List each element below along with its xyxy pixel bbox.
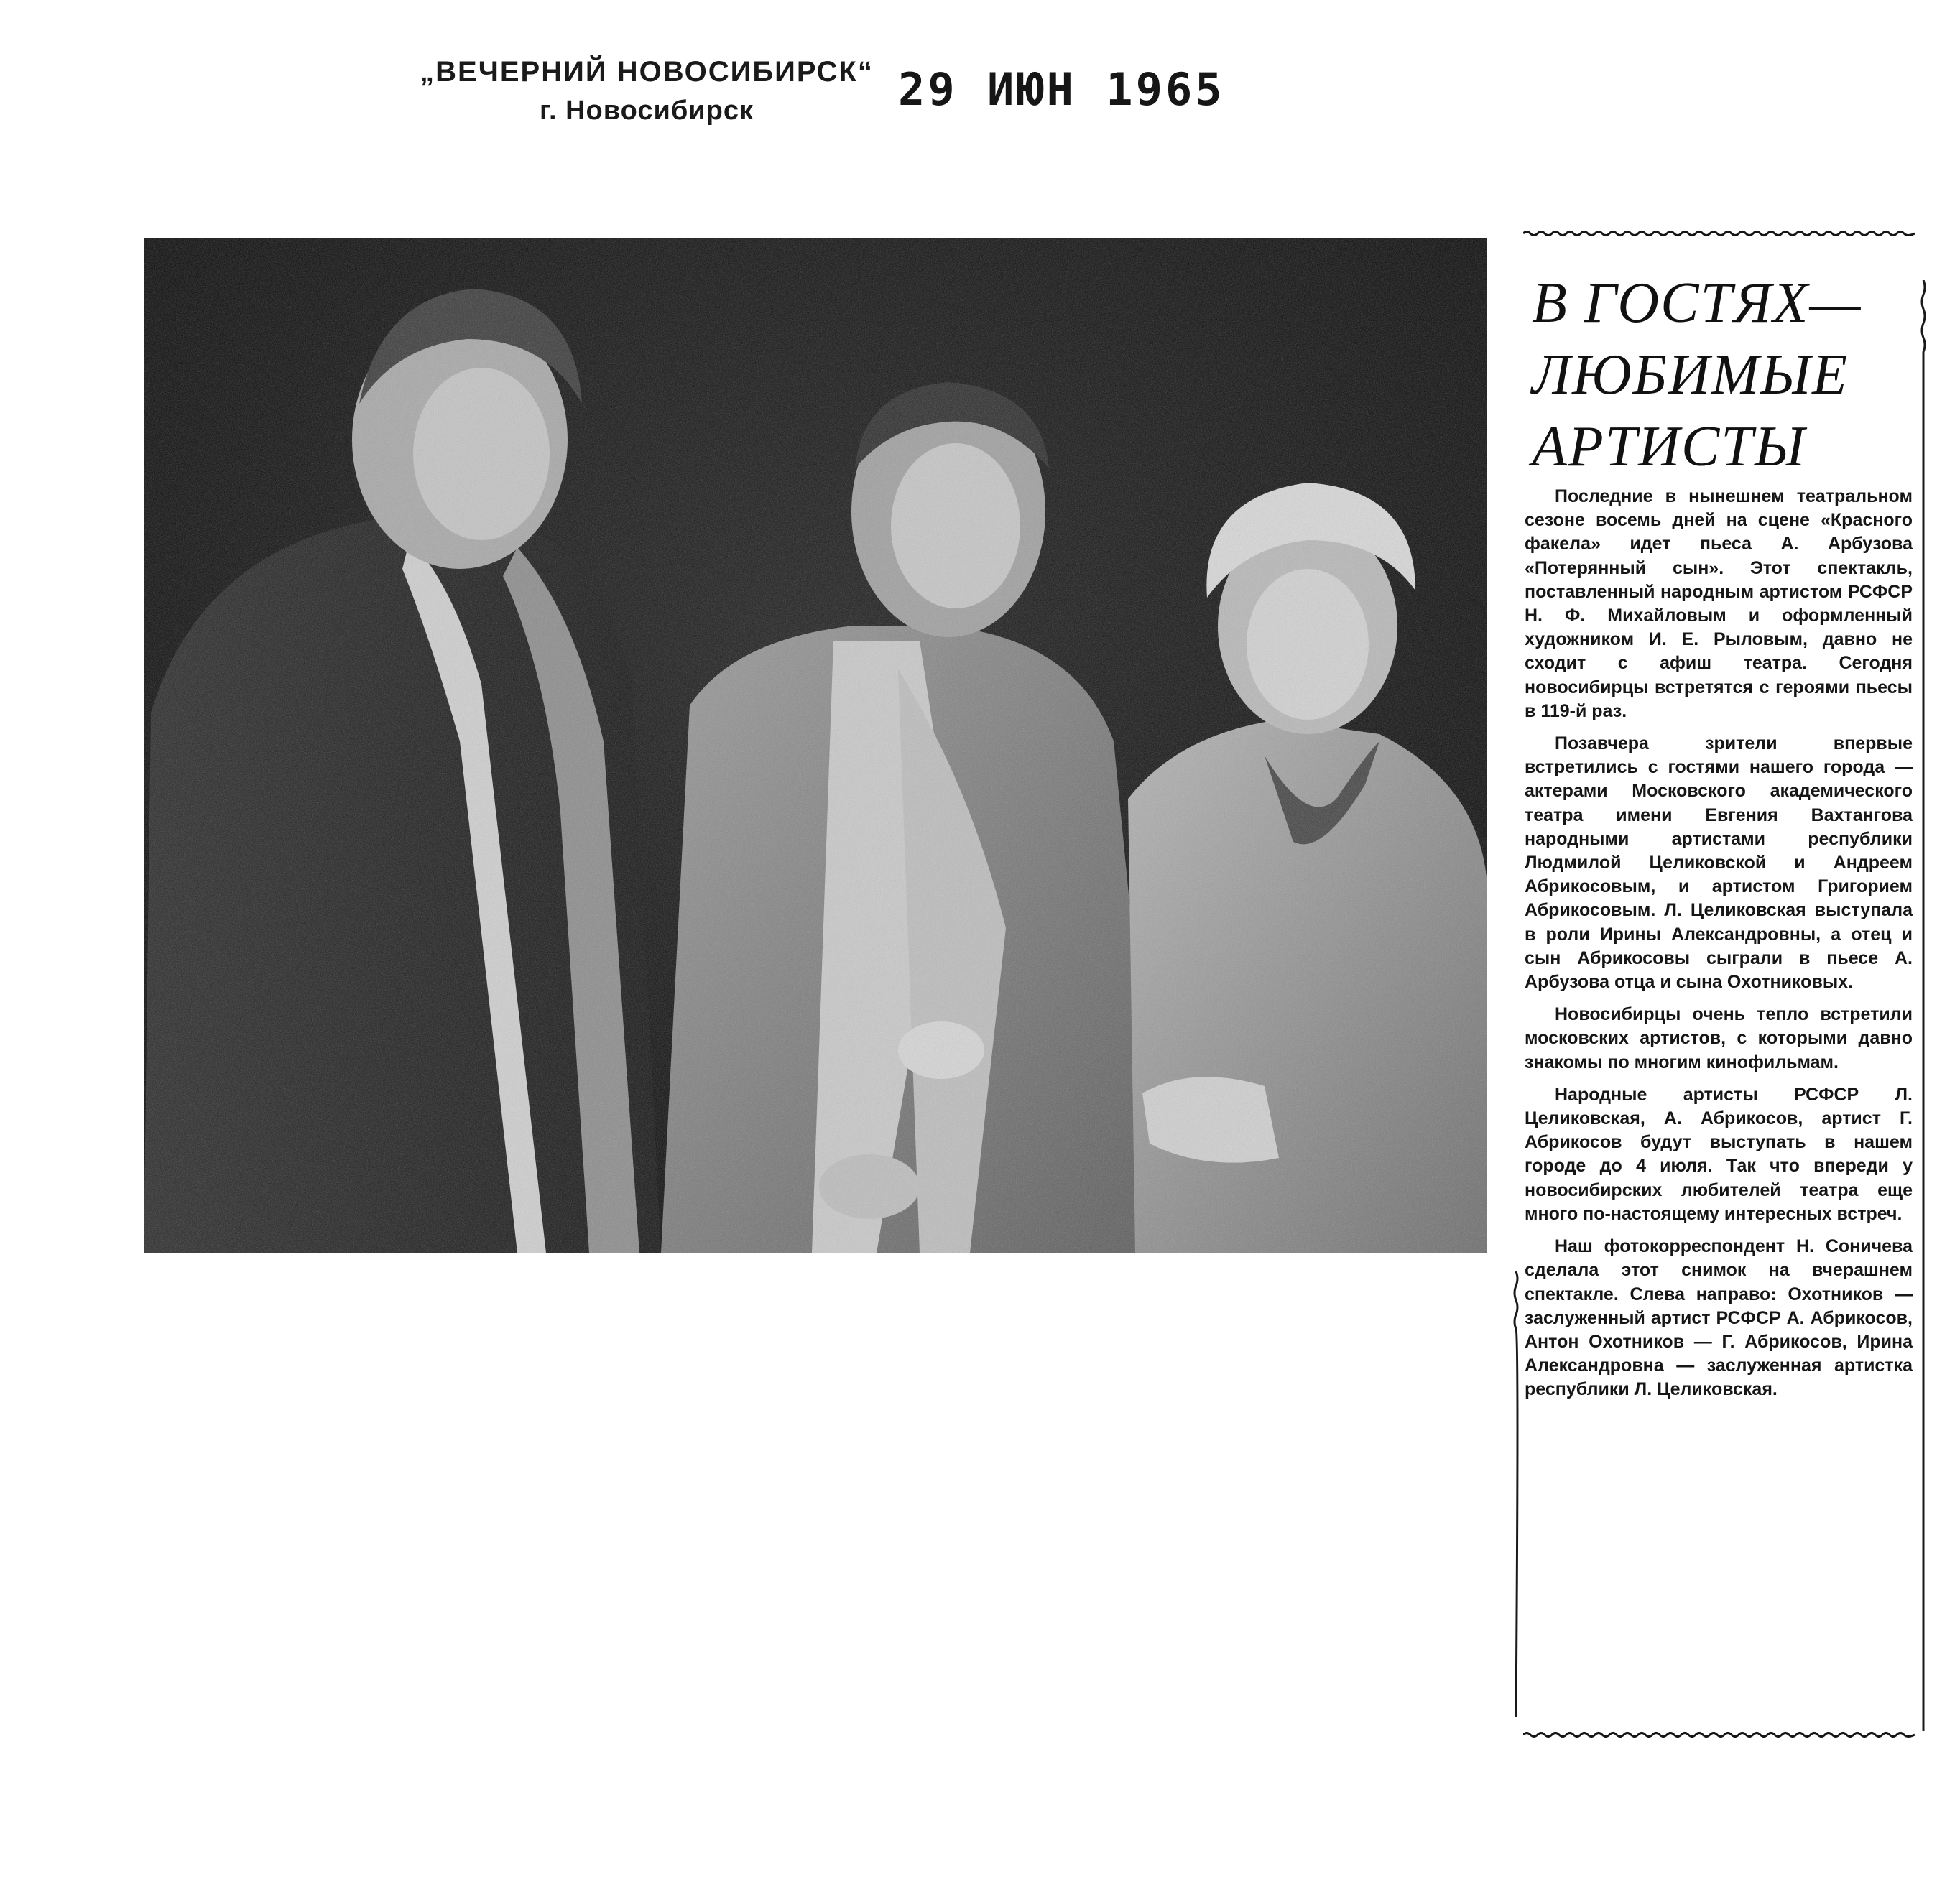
- news-photo: [144, 238, 1487, 1253]
- headline-line-1: В ГОСТЯХ—: [1532, 272, 1862, 335]
- headline-line-2: ЛЮБИМЫЕ: [1532, 343, 1849, 407]
- masthead: [374, 56, 920, 126]
- article-column: [1523, 230, 1915, 1745]
- article-body: [1525, 485, 1913, 1411]
- right-wavy-rule: [1920, 280, 1926, 1731]
- article-paragraph: Последние в нынешнем театральном сезоне восемь дней на сцене «Красного факела» идет пьеса А. Арбузова «Потерянный сын». Этот спектакль, поставленный народным артистом РСФСР Н. Ф. Михайловым и оформленный художником И. Е. Рыловым, давно не сходит с афиш театра. Сегодня новосибирцы встретятся с героями пьесы в 119-й раз.: [1525, 486, 1913, 721]
- newspaper-city: г. Новосибирск: [539, 96, 754, 126]
- newspaper-name: „ВЕЧЕРНИЙ НОВОСИБИРСК“: [420, 56, 874, 88]
- article-paragraph: Народные артисты РСФСР Л. Целиковская, А. Абрикосов, артист Г. Абрикосов будут выступать в нашем городе до 4 июля. Так что впереди у новосибирских любителей театра еще много по-настоящему интересных встреч.: [1525, 1084, 1913, 1224]
- top-wavy-rule: [1523, 230, 1915, 237]
- article-paragraph: Наш фотокорреспондент Н. Соничева сделала этот снимок на вчерашнем спектакле. Слева направо: Охотников — заслуженный артист РСФСР А. Абрикосов, Антон Охотников — Г. Абрикосов, Ирина Александровна — заслуженная артистка республики Л. Целиковская.: [1525, 1236, 1913, 1400]
- date-stamp: 29 ИЮН 1965: [898, 63, 1225, 116]
- article-paragraph: Позавчера зрители впервые встретились с гостями нашего города — актерами Московского академического театра имени Евгения Вахтангова народными артистами республики Людмилой Целиковской и Андреем Абрикосовым, и артистом Григорием Абрикосовым. Л. Целиковская выступала в роли Ирины Александровны, а отец и сын Абрикосовы сыграли в пьесе А. Арбузова отца и сына Охотниковых.: [1525, 733, 1913, 993]
- bottom-wavy-rule: [1523, 1731, 1915, 1738]
- article-paragraph: Новосибирцы очень тепло встретили московских артистов, с которыми давно знакомы по многим кинофильмам.: [1525, 1004, 1913, 1072]
- headline-line-3: АРТИСТЫ: [1532, 415, 1806, 478]
- photo-three-actors: [144, 238, 1487, 1253]
- left-wavy-rule: [1513, 1271, 1519, 1717]
- article-headline: [1532, 267, 1913, 483]
